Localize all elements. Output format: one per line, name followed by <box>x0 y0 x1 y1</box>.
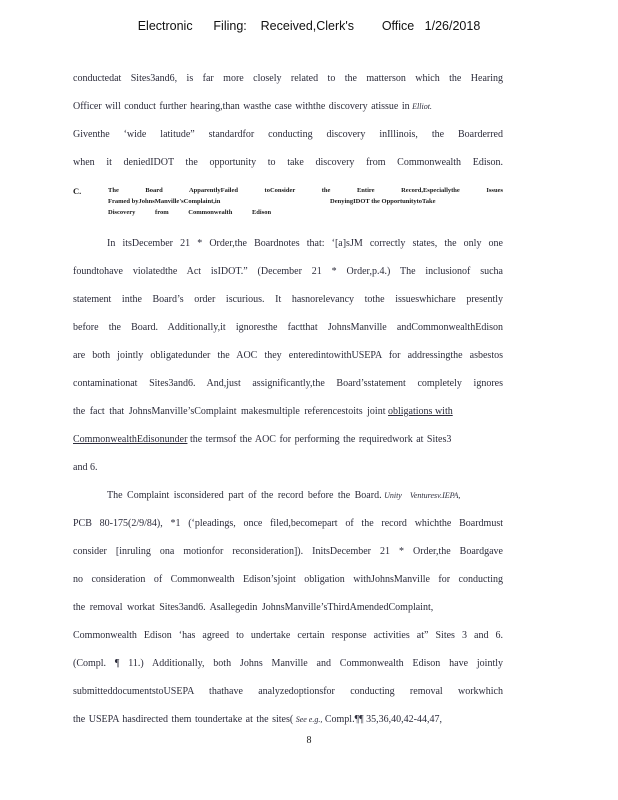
text-line: contaminationat Sites3and6. And,just assignificantly,the Board’sstatement completely ignores <box>73 378 503 389</box>
text-line <box>73 714 503 726</box>
text-line: foundtohave violatedthe Act isIDOT.” (December 21 * Order,p.4.) The inclusionof sucha <box>73 266 503 277</box>
text-line: consider [inruling ona motionfor reconsideration]). InitsDecember 21 * Order,the Boardgave <box>73 546 503 557</box>
case-citation: Elliot. <box>412 102 432 111</box>
text-fragment: the fact that JohnsManville’sComplaint makesmultiple referencestoits joint <box>73 406 386 417</box>
text-fragment: Compl.¶¶ 35,36,40,42-44,47, <box>324 714 442 725</box>
text-fragment: the USEPA hasdirected them toundertake at the sites( <box>73 714 294 725</box>
text-line: conductedat Sites3and6, is far more closely related to the matterson which the Hearing <box>73 73 503 84</box>
text-line <box>107 490 503 502</box>
text-line: when it deniedIDOT the opportunity to take discovery from Commonwealth Edison. <box>73 157 503 168</box>
text-line: Commonwealth Edison ‘has agreed to undertake certain response activities at” Sites 3 and 6. <box>73 630 503 641</box>
text-line: statement inthe Board’s order iscurious. It hasnorelevancy tothe issueswhichare presently <box>73 294 503 305</box>
text-line: the removal workat Sites3and6. Asallegedin JohnsManville’sThirdAmendedComplaint, <box>73 602 434 613</box>
text-fragment: CommonwealthEdisonunder <box>73 434 188 445</box>
text-line <box>73 406 503 418</box>
underlined-text: obligations with <box>388 406 453 417</box>
text-line: submitteddocumentstoUSEPA thathave analyzedoptionsfor conducting removal workwhich <box>73 686 503 697</box>
text-line <box>73 434 503 446</box>
text-line: Giventhe ‘wide latitude” standardfor conducting discovery inIllinois, the Boarderred <box>73 129 503 140</box>
text-line: PCB 80-175(2/9/84), *1 (‘pleadings, once filed,becomepart of the record whichthe Boardmust <box>73 518 503 529</box>
text-line: and 6. <box>73 462 98 473</box>
text-line <box>73 101 503 113</box>
section-letter: C. <box>73 186 82 196</box>
text-line: no consideration of Commonwealth Edison’sjoint obligation withJohnsManville for conducting <box>73 574 503 585</box>
text-line: In itsDecember 21 * Order,the Boardnotes that: ‘[a]sJM correctly states, the only one <box>107 238 503 249</box>
text-line: (Compl. ¶ 11.) Additionally, both Johns Manville and Commonwealth Edison have jointly <box>73 658 503 669</box>
section-heading-line: Discovery from Commonwealth Edison <box>108 209 272 216</box>
section-heading-line: Framed byJohnsManville'sComplaint,in <box>108 198 221 205</box>
text-fragment: Officer will conduct further hearing,than wasthe case withthe discovery atissue in <box>73 101 410 112</box>
text-fragment: the termsof the AOC for performing the requiredwork at Sites3 <box>189 434 452 445</box>
section-heading-line: The Board ApparentlyFailed toConsider the Entire Record,Especiallythe Issues <box>108 187 503 194</box>
signal-citation: See e.g., <box>295 715 323 724</box>
page-number: 8 <box>306 735 312 746</box>
case-citation: Unity Venturesv.IEPA, <box>384 491 461 500</box>
section-heading-line: DenyingIDOT the OpportunitytoTake <box>330 198 436 205</box>
text-fragment: The Complaint isconsidered part of the record before the Board. <box>107 490 382 501</box>
text-line: are both jointly obligatedunder the AOC they enteredintowithUSEPA for addressingthe asbestos <box>73 350 503 361</box>
text-line: before the Board. Additionally,it ignoresthe factthat JohnsManville andCommonwealthEdison <box>73 322 503 333</box>
electronic-filing-header: Electronic Filing: Received,Clerk's Office 1/26/2018 <box>137 19 481 33</box>
